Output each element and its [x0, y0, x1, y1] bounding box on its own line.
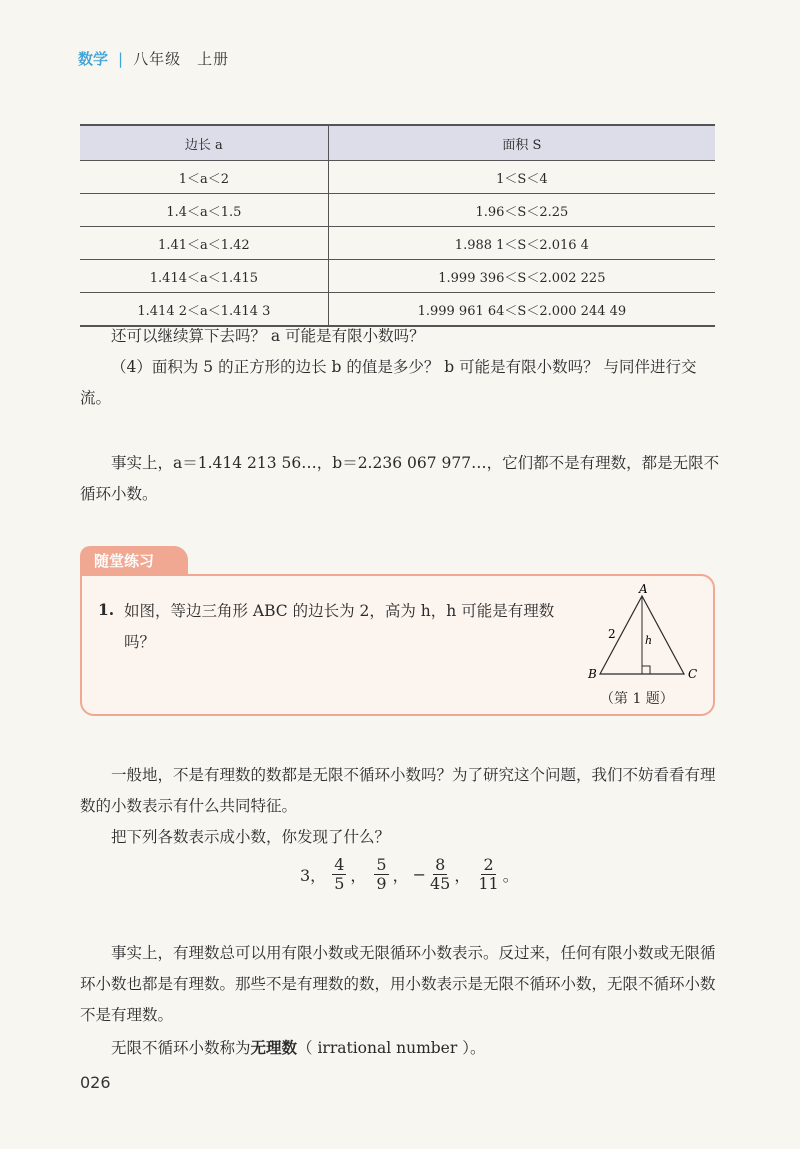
fraction-item: $\frac{5}{9}$ ，: [376, 855, 409, 893]
column-header-area: 面积 S: [328, 125, 715, 161]
table-cell: 1.999 961 64＜S＜2.000 244 49: [328, 293, 715, 327]
fraction: $\frac{2}{11}$: [478, 855, 499, 893]
grade-label: 八年级 上册: [133, 50, 230, 68]
header-divider: |: [118, 50, 124, 68]
side-length-label: 2: [608, 627, 616, 641]
vertex-a-label: A: [639, 582, 648, 596]
table-cell: 1.41＜a＜1.42: [80, 227, 328, 260]
question-number: 1.: [98, 600, 115, 619]
question-text: 如图，等边三角形 ABC 的边长为 2，高为 h，h 可能是有理数吗？: [124, 602, 555, 651]
table-row: [80, 260, 715, 293]
table-cell: 1.96＜S＜2.25: [328, 194, 715, 227]
height-label: h: [645, 634, 653, 647]
figure-caption: （第 1 题）: [600, 691, 674, 707]
term-irrational: 无理数: [250, 1038, 298, 1057]
paragraph-task: 把下列各数表示成小数，你发现了什么？: [111, 828, 391, 846]
paragraph-rational-fact: 事实上，有理数总可以用有限小数或无限循环小数表示。反过来，任何有限小数或无限循环小数也都是有理数。那些不是有理数的数，用小数表示是无限不循环小数，无限不循环小数不是有理数。: [80, 944, 716, 1024]
number-three: 3，: [300, 866, 327, 885]
table-cell: 1＜S＜4: [328, 161, 715, 194]
page-number: 026: [80, 1073, 111, 1092]
table-cell: 1＜a＜2: [80, 161, 328, 194]
table-row: [80, 161, 715, 194]
subject-label: 数学: [78, 50, 109, 68]
fraction-item: $\frac{2}{11}$ 。: [478, 855, 519, 893]
table-cell: 1.414 2＜a＜1.414 3: [80, 293, 328, 327]
paragraph-continue: 还可以继续算下去吗？ a 可能是有限小数吗？: [111, 327, 425, 345]
practice-title: 随堂练习: [80, 546, 188, 576]
paragraph-question-4: （4）面积为 5 的正方形的边长 b 的值是多少？ b 可能是有限小数吗？ 与同伴进行交流。: [80, 358, 697, 407]
table-row: [80, 227, 715, 260]
paragraph-general: 一般地，不是有理数的数都是无限不循环小数吗？为了研究这个问题，我们不妨看看有理数的小数表示有什么共同特征。: [80, 766, 716, 815]
right-angle-mark: [642, 666, 650, 674]
vertex-b-label: B: [588, 667, 597, 681]
vertex-c-label: C: [688, 667, 698, 681]
triangle-figure: [582, 582, 702, 682]
column-header-side: 边长 a: [80, 125, 328, 161]
table-cell: 1.988 1＜S＜2.016 4: [328, 227, 715, 260]
fraction: $\frac{5}{9}$: [376, 855, 387, 893]
table-cell: 1.414＜a＜1.415: [80, 260, 328, 293]
table-cell: 1.4＜a＜1.5: [80, 194, 328, 227]
fraction-item: $\frac{4}{5}$ ，: [334, 855, 367, 893]
table-cell: 1.999 396＜S＜2.002 225: [328, 260, 715, 293]
paragraph-fact: 事实上，a＝1.414 213 56…，b＝2.236 067 977…，它们都不是有理数，都是无限不循环小数。: [80, 454, 720, 503]
paragraph-definition: 无限不循环小数称为无理数（ irrational number ）。: [111, 1038, 486, 1057]
number-list: [300, 856, 521, 893]
fraction-item: − $\frac{8}{45}$ ，: [412, 855, 471, 893]
table-row: [80, 194, 715, 227]
fraction: $\frac{4}{5}$: [334, 855, 345, 893]
table-header-row: [80, 125, 715, 161]
side-area-table: [80, 124, 715, 327]
fraction: $\frac{8}{45}$: [430, 855, 451, 893]
page-header: [78, 48, 229, 69]
